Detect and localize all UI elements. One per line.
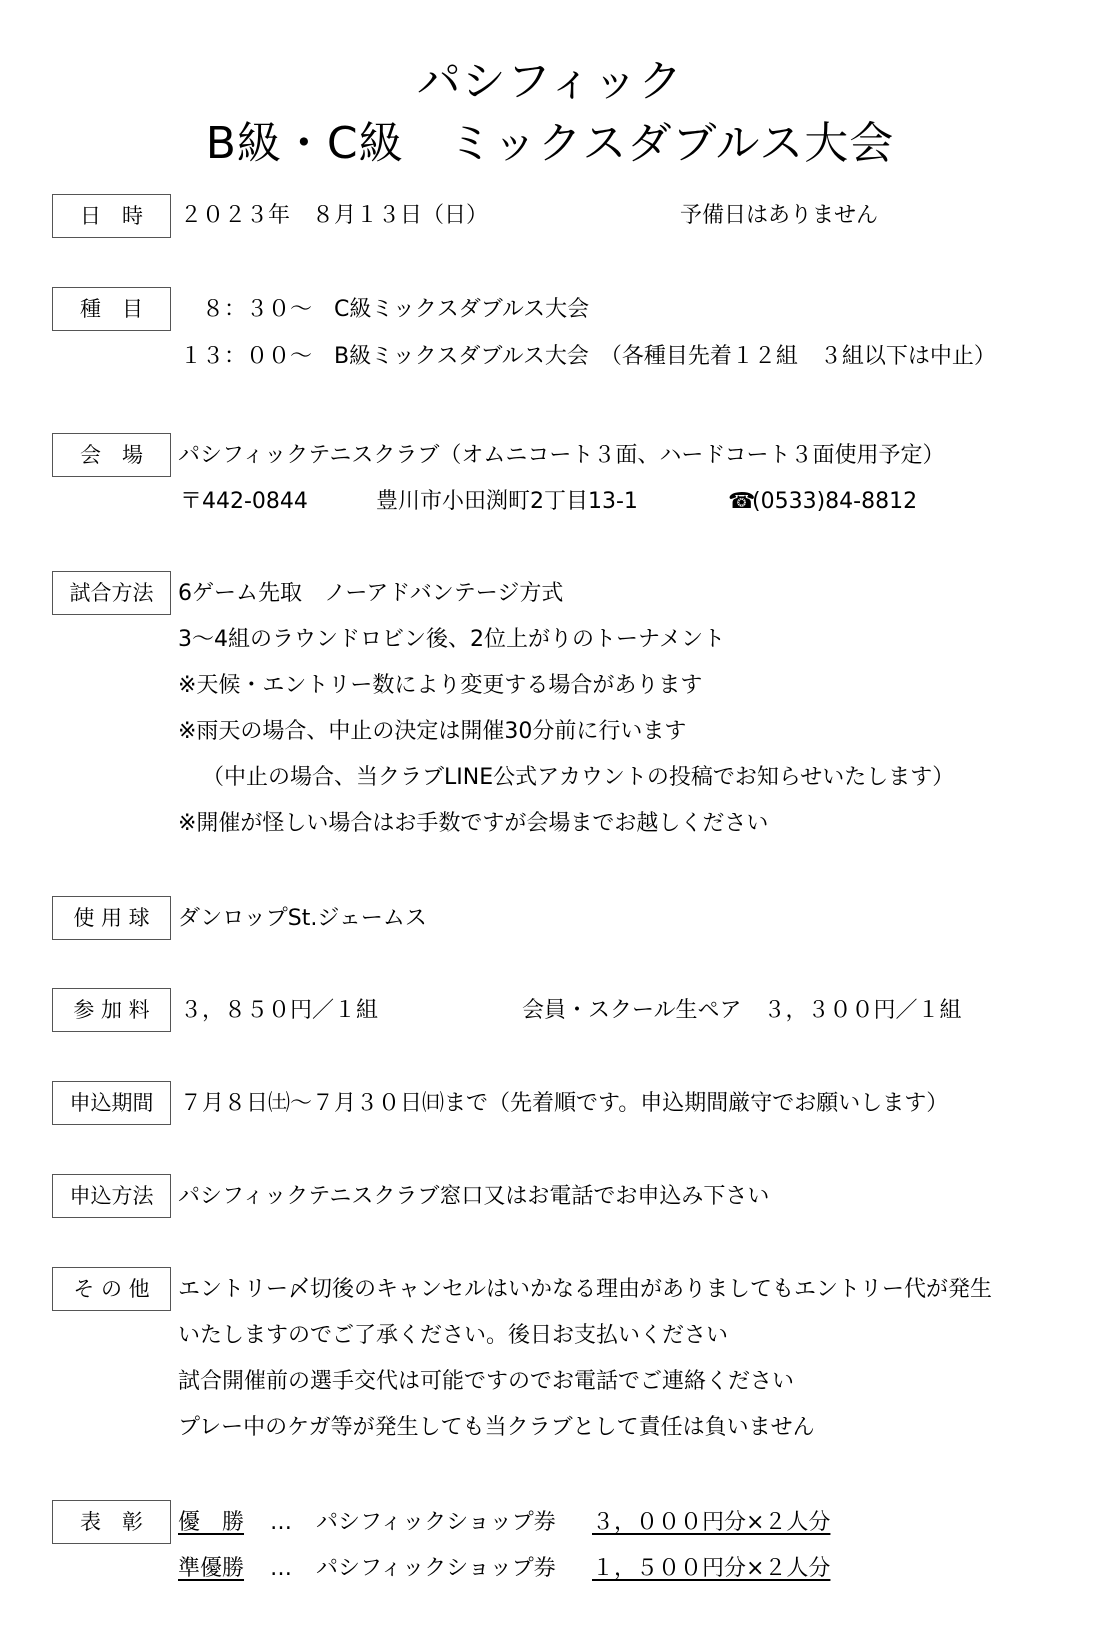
award-amount-1: ３，０００円分×２人分 [592,1510,831,1535]
award-rank-2: 準優勝 [178,1556,245,1581]
date-label: 日 時 [52,194,171,238]
match-format-line-1: 6ゲーム先取 ノーアドバンテージ方式 [178,581,564,606]
other-line-4: プレー中のケガ等が発生しても当クラブとして責任は負いません [178,1415,815,1440]
title-line-1: パシフィック [416,56,684,107]
award-prize-2: パシフィックショップ券 [316,1556,556,1581]
other-line-1: エントリー〆切後のキャンセルはいかなる理由がありましてもエントリー代が発生 [178,1277,993,1302]
period-value: ７月８日㈯～７月３０日㈰まで（先着順です。申込期間厳守でお願いします） [180,1091,949,1116]
venue-address: 豊川市小田渕町2丁目13-1 [376,489,638,514]
other-label: そ の 他 [52,1267,171,1311]
award-rank-1: 優 勝 [178,1510,245,1535]
events-label: 種 目 [52,287,171,331]
match-format-line-3: ※天候・エントリー数により変更する場合があります [178,673,703,698]
events-line-2: １３：００～ B級ミックスダブルス大会 （各種目先着１２組 ３組以下は中止） [180,344,996,369]
match-format-line-5: （中止の場合、当クラブLINE公式アカウントの投稿でお知らせいたします） [202,765,955,790]
fee-value: ３，８５０円／１組 [180,998,379,1023]
phone-icon: ☎ [728,489,756,514]
other-line-3: 試合開催前の選手交代は可能ですのでお電話でご連絡ください [178,1369,795,1394]
match-format-label: 試合方法 [52,571,171,615]
match-format-line-6: ※開催が怪しい場合はお手数ですが会場までお越しください [178,811,769,836]
fee-label: 参 加 料 [52,988,171,1032]
venue-name: パシフィックテニスクラブ（オムニコート３面、ハードコート３面使用予定） [178,443,945,468]
venue-phone: (0533)84-8812 [752,489,918,514]
award-sep-2: … [270,1556,292,1581]
events-line-1: ８：３０～ C級ミックスダブルス大会 [180,297,590,322]
apply-method-label: 申込方法 [52,1174,171,1218]
match-format-line-2: 3～4組のラウンドロビン後、2位上がりのトーナメント [178,627,726,652]
venue-label: 会 場 [52,433,171,477]
award-amount-2: １，５００円分×２人分 [592,1556,831,1581]
date-note: 予備日はありません [680,203,879,228]
awards-label: 表 彰 [52,1500,171,1544]
apply-method-value: パシフィックテニスクラブ窓口又はお電話でお申込み下さい [178,1184,770,1209]
title-line-2: B級・C級 ミックスダブルス大会 [205,118,895,169]
award-sep-1: … [270,1510,292,1535]
date-value: ２０２３年 ８月１３日（日） [180,203,489,228]
match-format-line-4: ※雨天の場合、中止の決定は開催30分前に行います [178,719,687,744]
award-prize-1: パシフィックショップ券 [316,1510,556,1535]
ball-label: 使 用 球 [52,896,171,940]
venue-postal: 〒442-0844 [180,489,308,514]
other-line-2: いたしますのでご了承ください。後日お支払いください [178,1323,729,1348]
period-label: 申込期間 [52,1081,171,1125]
ball-value: ダンロップSt.ジェームス [178,906,427,931]
fee-member: 会員・スクール生ペア ３，３００円／１組 [522,998,962,1023]
